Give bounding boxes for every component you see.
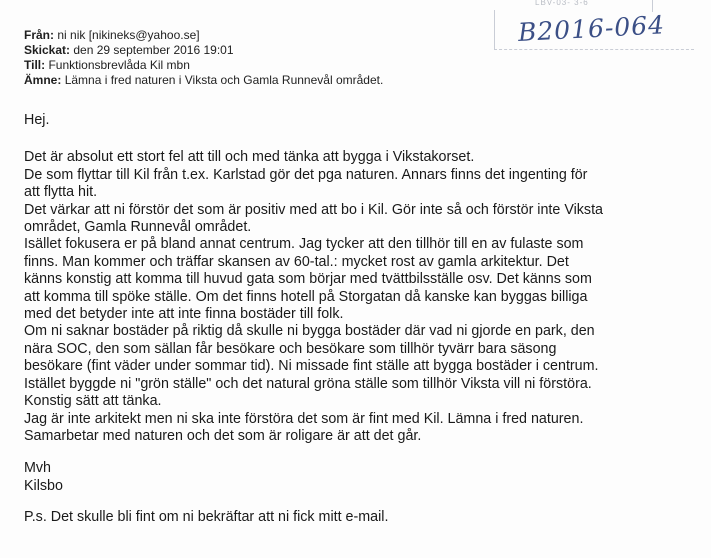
to-value: Funktionsbrevlåda Kil mbn (48, 58, 190, 72)
body-line: Konstig sätt att tänka. (24, 393, 162, 410)
handwritten-case-number: B2016-064 (517, 10, 666, 47)
body-line: området, Gamla Runnevål området. (24, 219, 252, 236)
body-line: känns konstig att komma till huvud gata som börjar med tvättbilsställe osv. Det känns som (24, 271, 592, 288)
body-line: Isället fokusera er på bland annat centrum. Jag tycker att den tillhör till en av fulaste som (24, 236, 584, 253)
signature: Kilsbo (24, 477, 63, 494)
body-line: nära SOC, den som sällan får besökare och besökare som tillhör tyvärr bara säsong (24, 340, 557, 357)
email-header (24, 28, 383, 88)
body-line: Samarbetar med naturen och det som är roligare är att det går. (24, 427, 422, 444)
body-line: med det betyder inte att inte finna bostäder till folk. (24, 306, 344, 323)
email-body (24, 112, 694, 527)
body-line: Istället byggde ni "grön ställe" och det natural gröna ställe som tillhör Viksta vill ni förstöra. (24, 375, 592, 392)
body-line: Det är absolut ett stort fel att till och med tänka att bygga i Vikstakorset. (24, 149, 475, 166)
subject-row (24, 73, 383, 88)
sent-value: den 29 september 2016 19:01 (73, 43, 234, 57)
scan-top-fragment: LBV-03- 3-6 (535, 0, 589, 6)
from-row (24, 28, 383, 43)
to-row (24, 58, 383, 73)
body-line: Om ni saknar bostäder på riktig då skulle ni bygga bostäder där vad ni gjorde en park, den (24, 323, 595, 340)
body-line: besökare (fint väder under sommar tid). Ni missade fint ställe att bygga bostäder i centrum. (24, 358, 599, 375)
closing: Mvh (24, 460, 52, 477)
greeting: Hej. (24, 112, 50, 128)
body-line: finns. Man kommer och träffar skansen av 60-tal.: mycket rost av gamla arkitektur. Det (24, 253, 569, 270)
subject-value: Lämna i fred naturen i Viksta och Gamla Runnevål området. (64, 73, 384, 87)
body-line: De som flyttar till Kil från t.ex. Karlstad gör det pga naturen. Annars finns det ingenting för (24, 166, 588, 183)
body-line: att komma till spöke ställe. Om det finns hotell på Storgatan då kanske kan byggas billiga (24, 288, 588, 305)
sent-row (24, 43, 383, 58)
body-line: Jag är inte arkitekt men ni ska inte förstöra det som är fint med Kil. Lämna i fred naturen. (24, 410, 584, 427)
from-label: Från: (24, 28, 54, 42)
sent-label: Skickat: (24, 43, 71, 57)
body-line: Det värkar att ni förstör det som är positiv med att bo i Kil. Gör inte så och förstör inte Viksta (24, 201, 603, 218)
subject-label: Ämne: (24, 73, 62, 87)
body-line: att flytta hit. (24, 184, 98, 201)
from-value: ni nik [nikineks@yahoo.se] (57, 28, 200, 42)
postscript: P.s. Det skulle bli fint om ni bekräftar att ni fick mitt e-mail. (24, 509, 389, 526)
to-label: Till: (24, 58, 46, 72)
